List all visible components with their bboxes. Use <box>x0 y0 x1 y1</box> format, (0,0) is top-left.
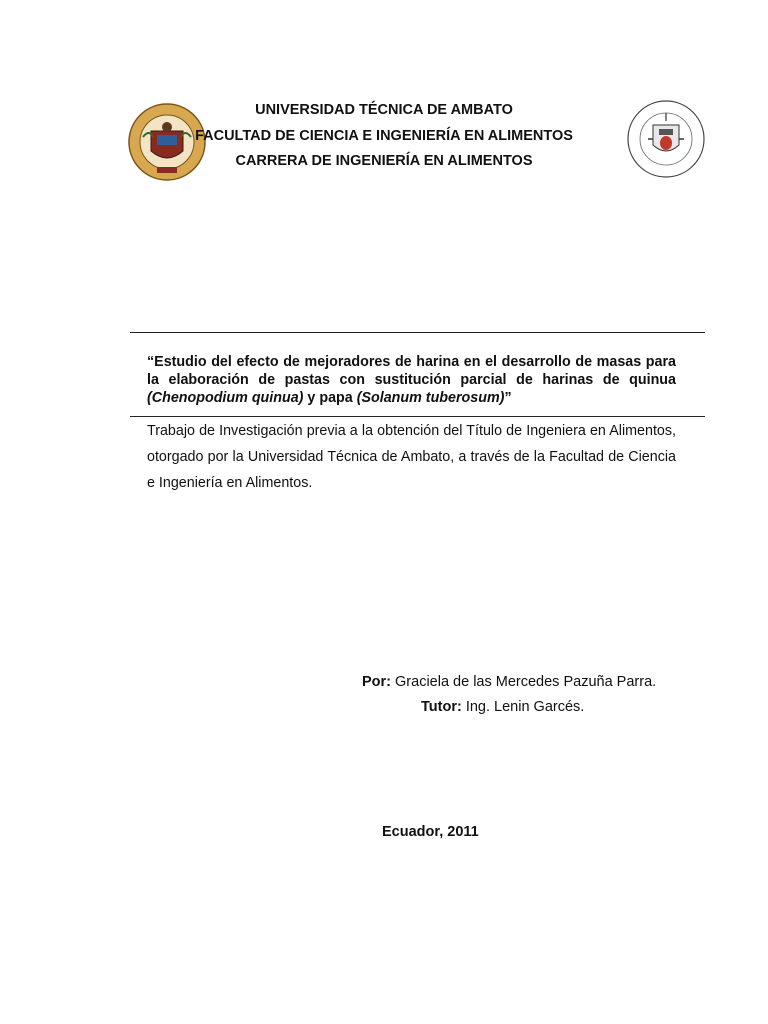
title-species-papa: (Solanum tuberosum) <box>356 390 505 406</box>
title-text-part2: y papa <box>303 390 357 406</box>
author-label: Por: <box>362 674 391 690</box>
title-text-part1: Estudio del efecto de mejoradores de harina en el desarrollo de masas para la elaboración de pastas con sustitución parcial de harinas de quinua <box>147 354 676 388</box>
author-name: Graciela de las Mercedes Pazuña Parra. <box>391 674 657 690</box>
thesis-title <box>147 353 676 407</box>
career-name: CARRERA DE INGENIERÍA EN ALIMENTOS <box>235 153 533 169</box>
thesis-description: Trabajo de Investigación previa a la obtención del Título de Ingeniera en Alimentos, otorgado por la Universidad Técnica de Ambato, a través de la Facultad de Ciencia e Ingeniería en Alimentos. <box>147 423 676 491</box>
title-open-quote: “ <box>147 354 155 370</box>
tutor-line <box>421 699 584 715</box>
author-line <box>362 674 656 690</box>
university-name: UNIVERSIDAD TÉCNICA DE AMBATO <box>255 102 513 118</box>
tutor-label: Tutor: <box>421 699 462 715</box>
top-divider <box>130 332 705 333</box>
title-close-quote: ” <box>504 390 512 406</box>
title-species-quinua: (Chenopodium quinua) <box>147 390 304 406</box>
place-date: Ecuador, 2011 <box>382 824 479 840</box>
middle-divider <box>130 416 705 417</box>
faculty-name: FACULTAD DE CIENCIA E INGENIERÍA EN ALIMENTOS <box>195 128 573 144</box>
tutor-name: Ing. Lenin Garcés. <box>461 699 585 715</box>
